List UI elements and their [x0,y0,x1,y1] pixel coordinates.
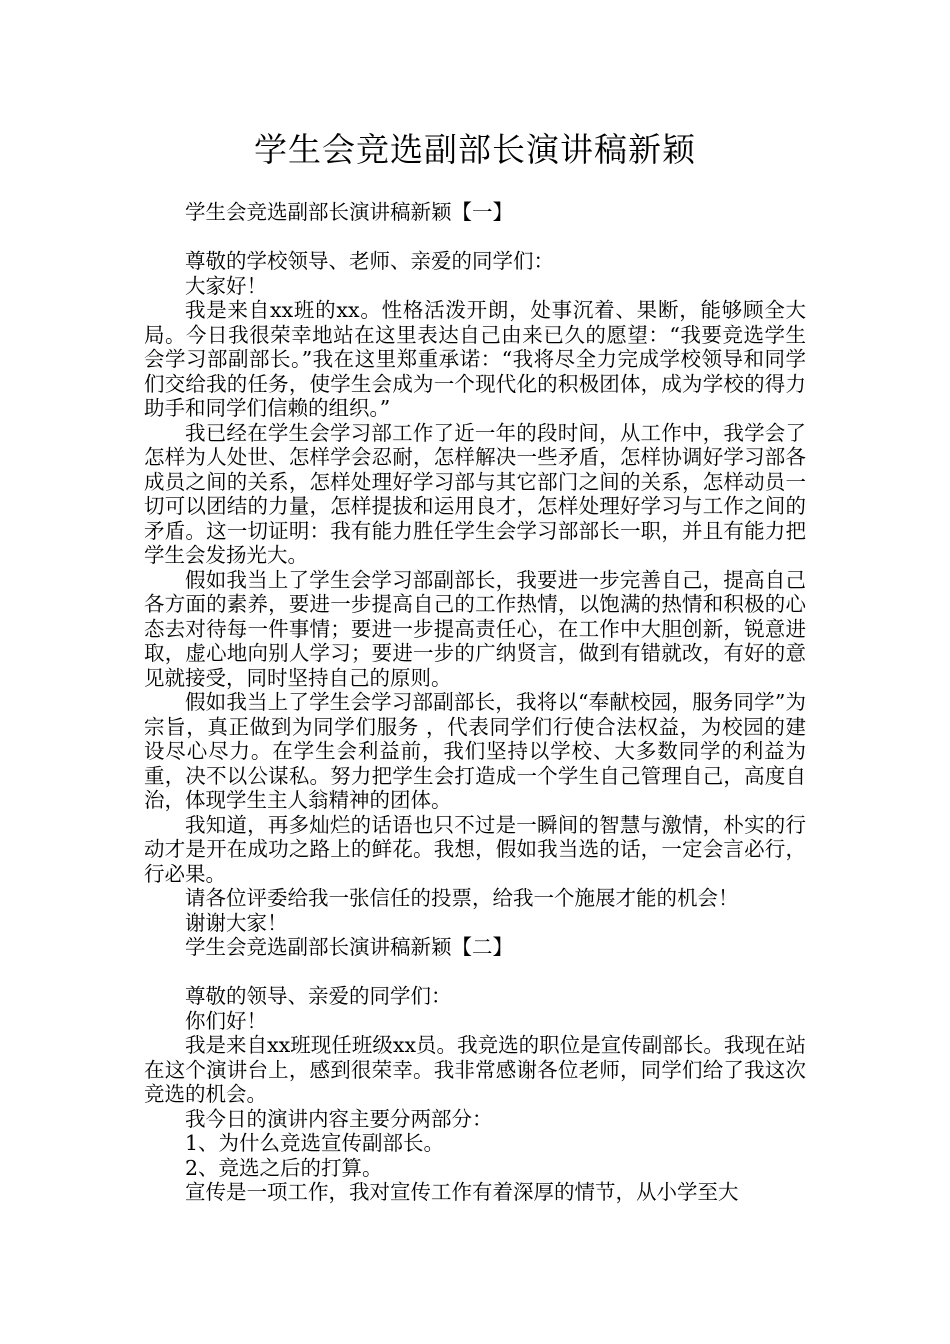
section-1-greeting: 大家好！ [185,273,267,298]
blank-line [144,960,806,985]
document-body [144,200,806,1205]
section-2-greeting: 你们好！ [185,1008,267,1033]
paragraph: 我是来自xx班的xx。性格活泼开朗，处事沉着、果断，能够顾全大局。今日我很荣幸地站在这里表达自己由来已久的愿望：“我要竞选学生会学习部副部长。”我在这里郑重承诺：“我将尽全力完成学校领导和同学们交给我的任务，使学生会成为一个现代化的积极团体，成为学校的得力助手和同学们信赖的组织。” [144,298,806,420]
blank-line [144,225,806,250]
paragraph: 我已经在学生会学习部工作了近一年的段时间，从工作中，我学会了怎样为人处世、怎样学会忍耐，怎样解决一些矛盾，怎样协调好学习部各成员之间的关系，怎样处理好学习部与其它部门之间的关系，怎样动员一切可以团结的力量，怎样提拔和运用良才，怎样处理好学习与工作之间的矛盾。这一切证明：我有能力胜任学生会学习部部长一职，并且有能力把学生会发扬光大。 [144,420,806,567]
section-2-heading: 学生会竞选副部长演讲稿新颖【二】 [185,935,513,959]
section-1-salutation: 尊敬的学校领导、老师、亲爱的同学们： [185,249,554,273]
paragraph: 我是来自xx班现任班级xx员。我竞选的职位是宣传副部长。我现在站在这个演讲台上，感到很荣幸。我非常感谢各位老师，同学们给了我这次竞选的机会。 [144,1033,806,1106]
paragraph: 我知道，再多灿烂的话语也只不过是一瞬间的智慧与激情，朴实的行动才是开在成功之路上的鲜花。我想，假如我当选的话，一定会言必行，行必果。 [144,812,806,886]
section-2-salutation: 尊敬的领导、亲爱的同学们： [185,984,452,1008]
paragraph: 假如我当上了学生会学习部副部长，我要进一步完善自己，提高自己各方面的素养，要进一步提高自己的工作热情，以饱满的热情和积极的心态去对待每一件事情；要进一步提高责任心，在工作中大胆创新，锐意进取，虚心地向别人学习；要进一步的广纳贤言，做到有错就改，有好的意见就接受，同时坚持自己的原则。 [144,567,806,690]
document-title: 学生会竞选副部长演讲稿新颖 [254,130,696,169]
closing-thanks: 谢谢大家！ [185,910,288,935]
paragraph: 宣传是一项工作，我对宣传工作有着深厚的情节，从小学至大 [185,1180,739,1204]
outline-item: 2、竞选之后的打算。 [185,1155,383,1180]
section-1-heading: 学生会竞选副部长演讲稿新颖【一】 [185,200,513,224]
outline-item: 1、为什么竞选宣传副部长。 [185,1131,445,1155]
outline-intro: 我今日的演讲内容主要分两部分： [185,1106,493,1131]
closing-line: 请各位评委给我一张信任的投票，给我一个施展才能的机会！ [185,886,739,910]
paragraph: 假如我当上了学生会学习部副部长，我将以“奉献校园，服务同学”为宗旨，真正做到为同学们服务 ，代表同学们行使合法权益，为校园的建设尽心尽力。在学生会利益前，我们坚持以学校、大多数同学的利益为重，决不以公谋私。努力把学生会打造成一个学生自己管理自己，高度自治，体现学生主人翁精神的团体。 [144,690,806,812]
